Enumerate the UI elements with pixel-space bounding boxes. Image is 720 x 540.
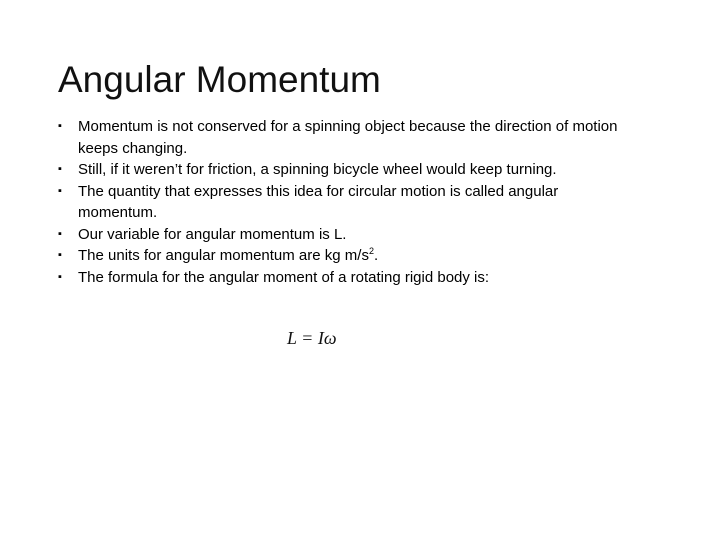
bullet-text: Our variable for angular momentum is L. bbox=[78, 225, 347, 243]
bullet-text: Still, if it weren’t for friction, a spinning bicycle wheel would keep turning. bbox=[78, 161, 557, 178]
bullet-item bbox=[58, 245, 618, 267]
bullet-list bbox=[58, 116, 618, 288]
bullet-text: Momentum is not conserved for a spinning object because the direction of motion keeps changing. bbox=[78, 118, 618, 157]
square-bullet-icon: ▪ bbox=[58, 249, 62, 261]
angular-momentum-formula: L = Iω bbox=[287, 328, 337, 348]
bullet-text: The quantity that expresses this idea for circular motion is called angular momentum. bbox=[78, 182, 559, 221]
units-period: . bbox=[373, 247, 379, 264]
slide-title: Angular Momentum bbox=[58, 59, 381, 100]
square-bullet-icon: ▪ bbox=[58, 270, 62, 283]
bullet-item bbox=[58, 116, 618, 159]
square-bullet-icon: ▪ bbox=[58, 227, 62, 240]
bullet-item bbox=[58, 181, 618, 224]
bullet-item bbox=[58, 159, 618, 181]
bullet-item bbox=[58, 224, 618, 246]
square-bullet-icon: ▪ bbox=[58, 120, 62, 132]
square-bullet-icon: ▪ bbox=[58, 184, 62, 197]
square-bullet-icon: ▪ bbox=[58, 163, 62, 175]
units-exponent: 2 bbox=[368, 246, 374, 256]
bullet-text: The formula for the angular moment of a rotating rigid body is: bbox=[78, 268, 490, 286]
units-text: The units for angular momentum are kg m/s bbox=[78, 247, 369, 264]
bullet-item bbox=[58, 267, 618, 289]
bullet-text-units bbox=[78, 247, 378, 264]
